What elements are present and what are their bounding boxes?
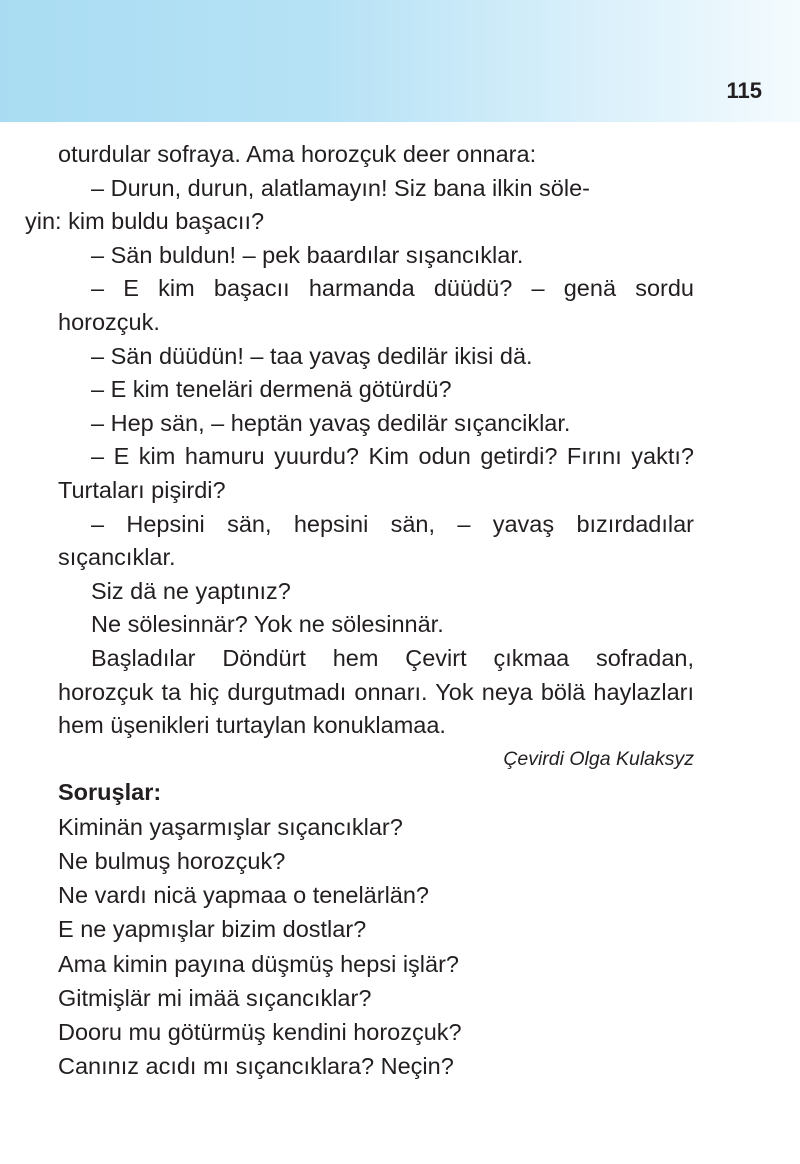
- story-paragraph: – Sän düüdün! – taa yavaş dedilär ikisi dä.: [91, 342, 533, 369]
- story-paragraph: Siz dä ne yaptınız?: [91, 577, 291, 604]
- story-paragraph: – Hep sän, – heptän yavaş dedilär sıçanciklar.: [91, 409, 571, 436]
- question-item: Canınız acıdı mı sıçancıklara? Neçin?: [58, 1053, 454, 1080]
- translation-credit: Çevirdi Olga Kulaksyz: [503, 747, 694, 770]
- story-paragraph: – E kim başacıı harmanda düüdü? – genä sordu horozçuk.: [58, 275, 694, 335]
- story-paragraph: – Sän buldun! – pek baardılar sışancıklar.: [91, 241, 524, 268]
- question-item: Ama kimin payına düşmüş hepsi işlär?: [58, 950, 459, 977]
- question-item: Gitmişlär mi imää sıçancıklar?: [58, 984, 372, 1011]
- question-item: Ne vardı nicä yapmaa o tenelärlän?: [58, 882, 429, 909]
- question-item: Ne bulmuş horozçuk?: [58, 848, 286, 875]
- questions-heading: Soruşlar:: [58, 779, 162, 806]
- story-paragraph: oturdular sofraya. Ama horozçuk deer onnara:: [58, 141, 537, 167]
- question-item: Dooru mu götürmüş kendini horozçuk?: [58, 1019, 462, 1046]
- page-content: [25, 138, 694, 1084]
- page-number: 115: [726, 78, 762, 103]
- story-paragraph: – Hepsini sän, hepsini sän, – yavaş bızırdadılar sıçancıklar.: [58, 510, 694, 571]
- story-paragraph: – E kim hamuru yuurdu? Kim odun getirdi? Fırını yaktı? Turtaları pişirdi?: [58, 443, 694, 503]
- story-paragraph: – Durun, durun, alatlamayın! Siz bana ilkin söle- yin: kim buldu başacıı?: [25, 174, 590, 235]
- header-band: [0, 0, 800, 122]
- question-item: Kiminän yaşarmışlar sıçancıklar?: [58, 813, 403, 840]
- story-paragraph: Başladılar Döndürt hem Çevirt çıkmaa sofradan, horozçuk ta hiç durgutmadı onnarı. Yok neya bölä haylazları hem üşenikleri turtaylan konuklamaa.: [58, 644, 694, 739]
- question-item: E ne yapmışlar bizim dostlar?: [58, 916, 367, 943]
- story-paragraph: Ne sölesinnär? Yok ne sölesinnär.: [91, 611, 444, 638]
- story-paragraph: – E kim teneläri dermenä götürdü?: [91, 376, 452, 403]
